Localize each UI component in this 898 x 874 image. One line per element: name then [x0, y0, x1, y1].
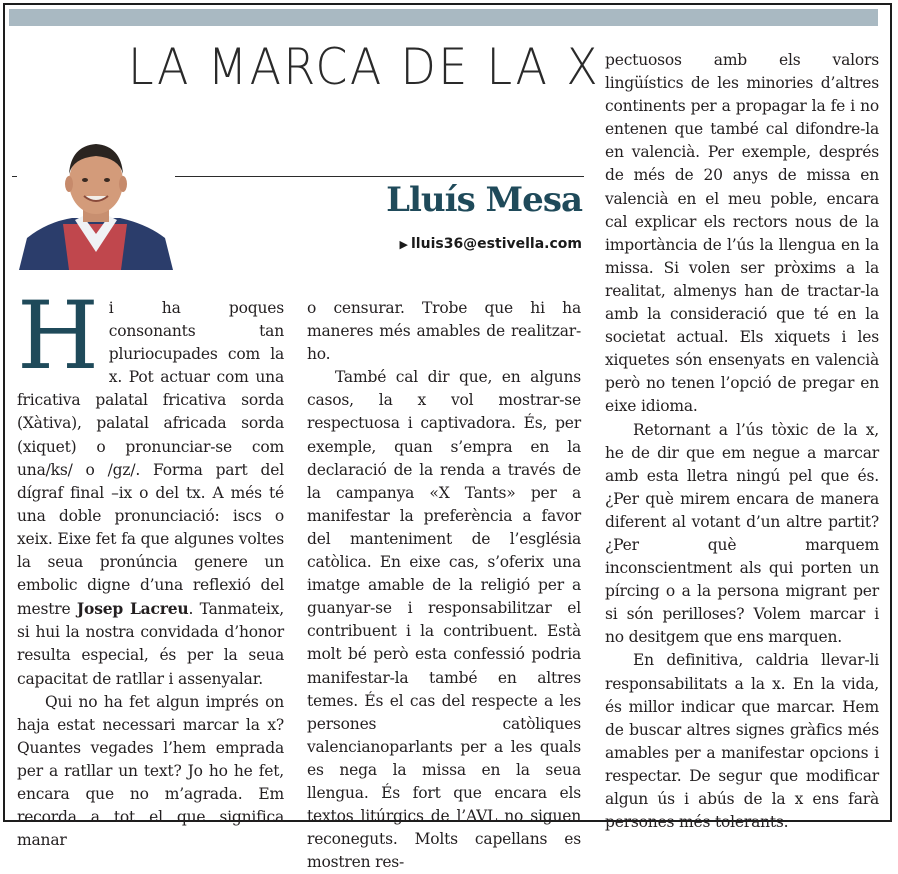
- author-photo: [17, 134, 175, 270]
- article-paragraph-3: També cal dir que, en alguns casos, la x vol mostrar-se respectuosa i captivadora. És, per exemple, quan s’empra en la declaració de la renda a través de la campanya «X Tants» per a manifestar la preferència a favor del manteniment de l’església catòlica. En eixe cas, s’oferix una imatge amable de la religió per a guanyar-se i responsabilitzar el contribuent i la contribuent. Està molt bé però esta confessió podria manifestar-la també en altres temes. És el cas del respecte a les persones catòliques valencianoparlants per a les quals es nega la missa en la seua llengua. És fort que encara els textos litúrgics de l’AVL no siguen reconeguts. Molts capellans es mostren res-: [307, 368, 581, 872]
- article-paragraph-1: Hi ha poques consonants tan pluriocupades com la x. Pot actuar com una fricativa palatal fricativa sorda (Xàtiva), palatal africada sorda (xiquet) o pronunciar-se com una/ks/ o /gz/. Forma part del dígraf final –ix o del tx. A més té una doble pronunciació: iscs o xeix. Eixe fet fa que algunes voltes la seua pronúncia genere un embolic digne d’una reflexió del mestre Josep Lacreu. Tanmateix, si hui la nostra convidada d’honor resulta especial, és per la seua capacitat de ratllar i assenyalar.: [17, 282, 284, 688]
- article-column-1: [17, 282, 284, 852]
- dropcap-letter: H: [17, 282, 99, 391]
- arrow-right-icon: ▶: [399, 238, 408, 251]
- article-column-2: [307, 297, 581, 874]
- article-paragraph-5: En definitiva, caldria llevar-li responsabilitats a la x. En la vida, és millor indicar que marcar. Hem de buscar altres signes gràfics més amables per a manifestar opcions i respectar. De segur que modificar algun ús i abús de la x ens farà persones més tolerants.: [605, 651, 879, 832]
- author-name: Lluís Mesa: [386, 180, 582, 220]
- author-email[interactable]: [360, 237, 582, 251]
- article-paragraph-2-continued: o censurar. Trobe que hi ha maneres més amables de realitzar-ho.: [307, 299, 581, 364]
- column-title: LA MARCA DE LA X: [128, 38, 601, 96]
- section-color-bar: [9, 9, 878, 26]
- article-column-3: [605, 49, 879, 834]
- article-paragraph-2: Qui no ha fet algun imprés on haja estat necessari marcar la x? Quantes vegades l’hem emprada per a ratllar un text? Jo ho he fet, encara que no m’agrada. Em recorda a tot el que significa manar: [17, 692, 284, 850]
- article-paragraph-4: Retornant a l’ús tòxic de la x, he de dir que em negue a marcar amb esta lletra ningú pel que és. ¿Per què mirem encara de manera diferent al votant d’un altre partit? ¿Per què marquem inconscientment als qui porten un pírcing o a la persona migrant per si són perilloses? Volem marcar i no desitgem que ens marquen.: [605, 420, 879, 647]
- article-paragraph-3-continued: pectuosos amb els valors lingüístics de les minories d’altres continents per a propagar la fe i no entenen que també cal difondre-la en valencià. Per exemple, després de més de 20 anys de missa en valencià en el meu poble, encara cal explicar els rectors nous de la importància de l’ús la llengua en la missa. Si volen ser pròxims a la realitat, almenys han de tractar-la amb la consideració que té en la societat actual. Els xiquets i les xiquetes són ensenyats en valencià però no tenen l’opció de pregar en eixe idioma.: [605, 51, 879, 416]
- author-reference: Josep Lacreu: [76, 599, 189, 619]
- author-email-text: lluis36@estivella.com: [411, 236, 582, 252]
